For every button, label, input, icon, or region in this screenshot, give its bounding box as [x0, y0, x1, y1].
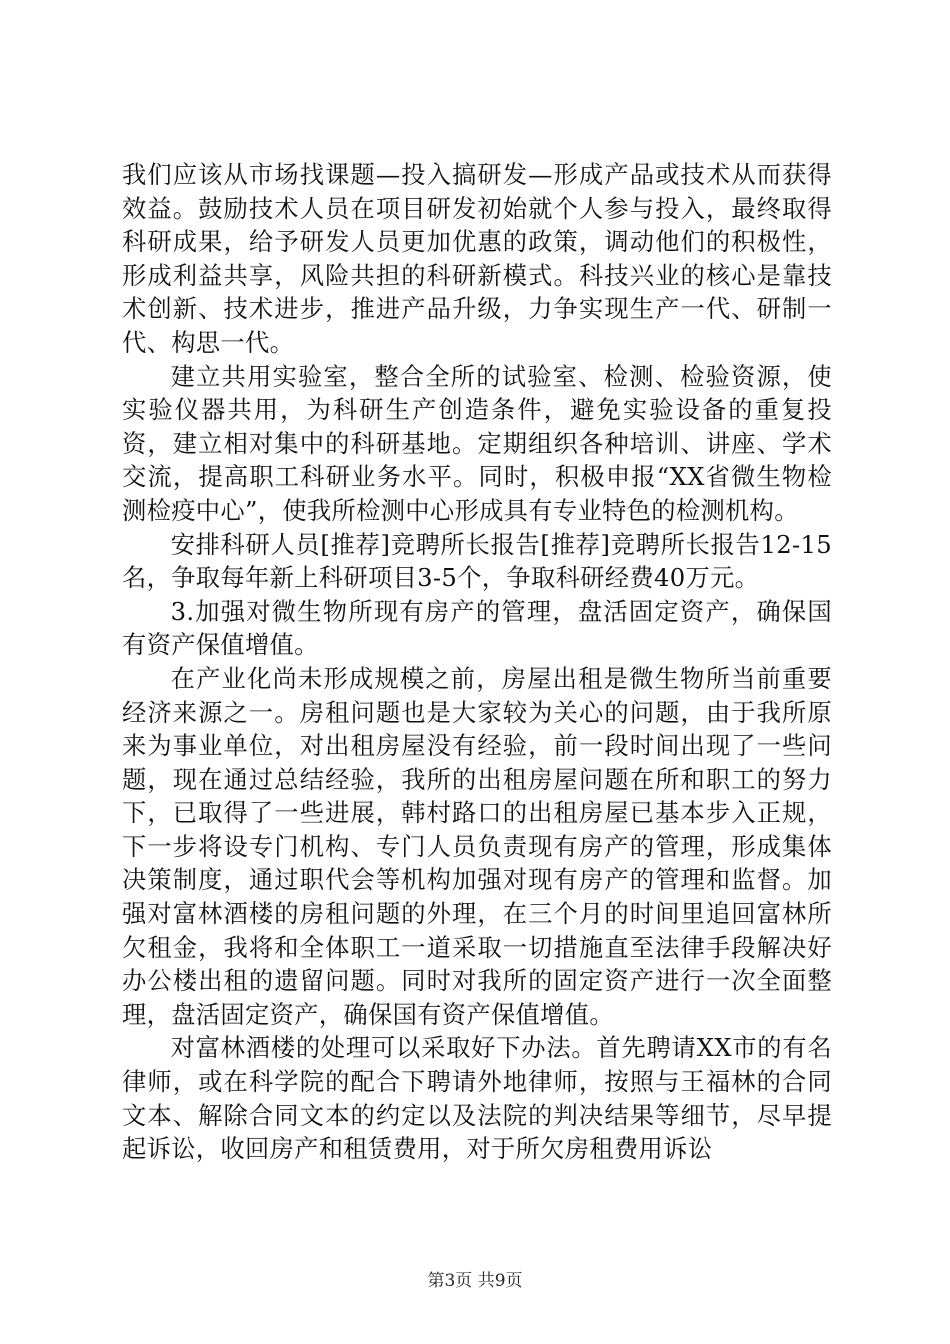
- document-body: [122, 158, 832, 1166]
- paragraph-6: 对富林酒楼的处理可以采取好下办法。首先聘请XX市的有名律师，或在科学院的配合下聘请外地律师，按照与王福林的合同文本、解除合同文本的约定以及法院的判决结果等细节，尽早提起诉讼，收回房产和租赁费用，对于所欠房租费用诉讼: [122, 1033, 832, 1164]
- page-number-footer: 第3页 共9页: [427, 1271, 523, 1291]
- paragraph-1: 我们应该从市场找课题—投入搞研发—形成产品或技术从而获得效益。鼓励技术人员在项目研发初始就个人参与投入，最终取得科研成果，给予研发人员更加优惠的政策，调动他们的积极性，形成利益共享，风险共担的科研新模式。科技兴业的核心是靠技术创新、技术进步，推进产品升级，力争实现生产一代、研制一代、构思一代。: [122, 160, 832, 357]
- paragraph-2: 建立共用实验室，整合全所的试验室、检测、检验资源，使实验仪器共用，为科研生产创造条件，避免实验设备的重复投资，建立相对集中的科研基地。定期组织各种培训、讲座、学术交流，提高职工科研业务水平。同时，积极申报“XX省微生物检测检疫中心”，使我所检测中心形成具有专业特色的检测机构。: [122, 361, 832, 525]
- paragraph-4: 3.加强对微生物所现有房产的管理，盘活固定资产，确保国有资产保值增值。: [122, 596, 832, 660]
- paragraph-3: 安排科研人员[推荐]竞聘所长报告[推荐]竞聘所长报告12-15名，争取每年新上科研项目3-5个，争取科研经费40万元。: [122, 529, 832, 593]
- paragraph-5: 在产业化尚未形成规模之前，房屋出租是微生物所当前重要经济来源之一。房租问题也是大家较为关心的问题，由于我所原来为事业单位，对出租房屋没有经验，前一段时间出现了一些问题，现在通过总结经验，我所的出租房屋问题在所和职工的努力下，已取得了一些进展，韩村路口的出租房屋已基本步入正规，下一步将设专门机构、专门人员负责现有房产的管理，形成集体决策制度，通过职代会等机构加强对现有房产的管理和监督。加强对富林酒楼的房租问题的外理，在三个月的时间里追回富林所欠租金，我将和全体职工一道采取一切措施直至法律手段解决好办公楼出租的遗留问题。同时对我所的固定资产进行一次全面整理，盘活固定资产，确保国有资产保值增值。: [122, 663, 832, 1029]
